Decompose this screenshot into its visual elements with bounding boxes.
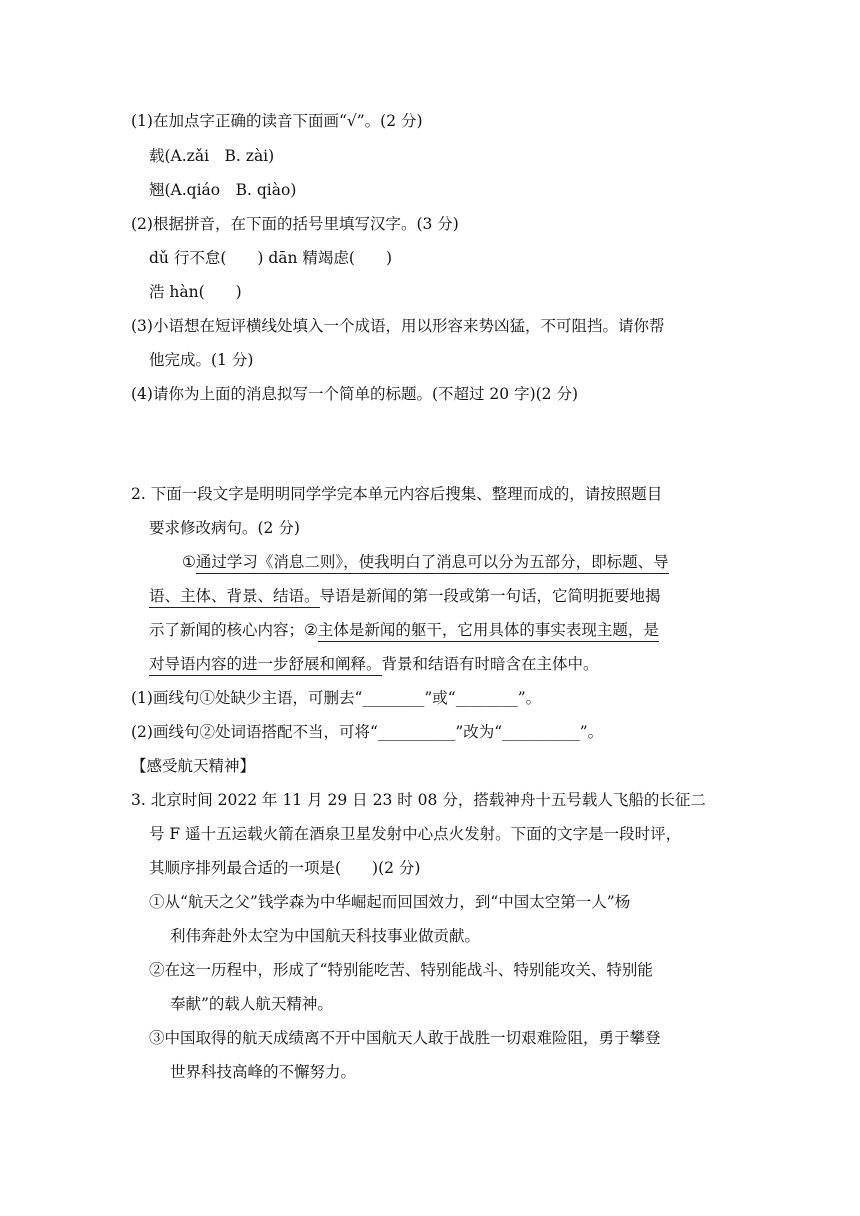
underlined-sentence-1a: 通过学习《消息二则》，使我明白了消息可以分为五部分，即标题、导: [196, 553, 669, 574]
passage-line-4: [149, 654, 599, 674]
passage-line-3: [149, 620, 659, 640]
item-1-line-2: 利伟奔赴外太空为中国航天科技事业做贡献。: [170, 927, 481, 945]
question-2-sub-2: (2)画线句②处词语搭配不当，可将“__________”改为“__________”。: [131, 723, 604, 741]
pinyin-line-2: 浩 hàn( ): [149, 283, 242, 301]
passage-line-1: [182, 552, 669, 572]
section-heading: 【感受航天精神】: [131, 757, 256, 775]
question-3-line-3: 其顺序排列最合适的一项是( )(2 分): [149, 859, 421, 877]
passage-text-4: 背景和结语有时暗含在主体中。: [381, 655, 599, 673]
question-1-1: (1)在加点字正确的读音下面画“√”。(2 分): [131, 112, 423, 130]
question-2-line-2: 要求修改病句。(2 分): [149, 519, 300, 537]
item-2-line-2: 奉献”的载人航天精神。: [170, 995, 333, 1013]
item-3-line-2: 世界科技高峰的不懈努力。: [170, 1063, 357, 1081]
question-1-3-line-1: (3)小语想在短评横线处填入一个成语，用以形容来势凶猛，不可阻挡。请你帮: [131, 317, 665, 335]
question-1-3-line-2: 他完成。(1 分): [149, 351, 254, 369]
question-2-sub-1: (1)画线句①处缺少主语，可删去“________”或“________”。: [131, 689, 542, 707]
question-1-2: (2)根据拼音，在下面的括号里填写汉字。(3 分): [131, 215, 459, 233]
question-3-line-2: 号 F 遥十五运载火箭在酒泉卫星发射中心点火发射。下面的文字是一段时评，: [149, 825, 682, 843]
question-2-line-1: 2. 下面一段文字是明明同学学完本单元内容后搜集、整理而成的，请按照题目: [131, 485, 663, 503]
underlined-sentence-2a: 主体是新闻的躯干，它用具体的事实表现主题，是: [318, 621, 659, 642]
underlined-sentence-2b: 对导语内容的进一步舒展和阐释。: [149, 655, 382, 676]
question-1-4: (4)请你为上面的消息拟写一个简单的标题。(不超过 20 字)(2 分): [131, 385, 579, 403]
item-1-line-1: ①从“航天之父”钱学森为中华崛起而回国效力，到“中国太空第一人”杨: [149, 893, 631, 911]
circled-number-1: ①: [182, 553, 196, 571]
item-3-line-1: ③中国取得的航天成绩离不开中国航天人敢于战胜一切艰难险阻，勇于攀登: [149, 1029, 661, 1047]
passage-text-2: 导语是新闻的第一段或第一句话，它简明扼要地揭: [319, 587, 661, 605]
option-qiao: 翘(A.qiáo B. qiào): [149, 181, 297, 199]
question-3-line-1: 3. 北京时间 2022 年 11 月 29 日 23 时 08 分，搭载神舟十五号载人飞船的长征二: [131, 791, 706, 809]
underlined-sentence-1b: 语、主体、背景、结语。: [149, 587, 320, 608]
option-zai: 载(A.zǎi B. zài): [149, 147, 275, 165]
pinyin-line-1: dǔ 行不怠( ) dān 精竭虑( ): [149, 249, 393, 267]
passage-line-2: [149, 586, 661, 606]
passage-text-3: 示了新闻的核心内容；②: [149, 621, 318, 639]
item-2-line-1: ②在这一历程中，形成了“特别能吃苦、特别能战斗、特别能攻关、特别能: [149, 961, 653, 979]
